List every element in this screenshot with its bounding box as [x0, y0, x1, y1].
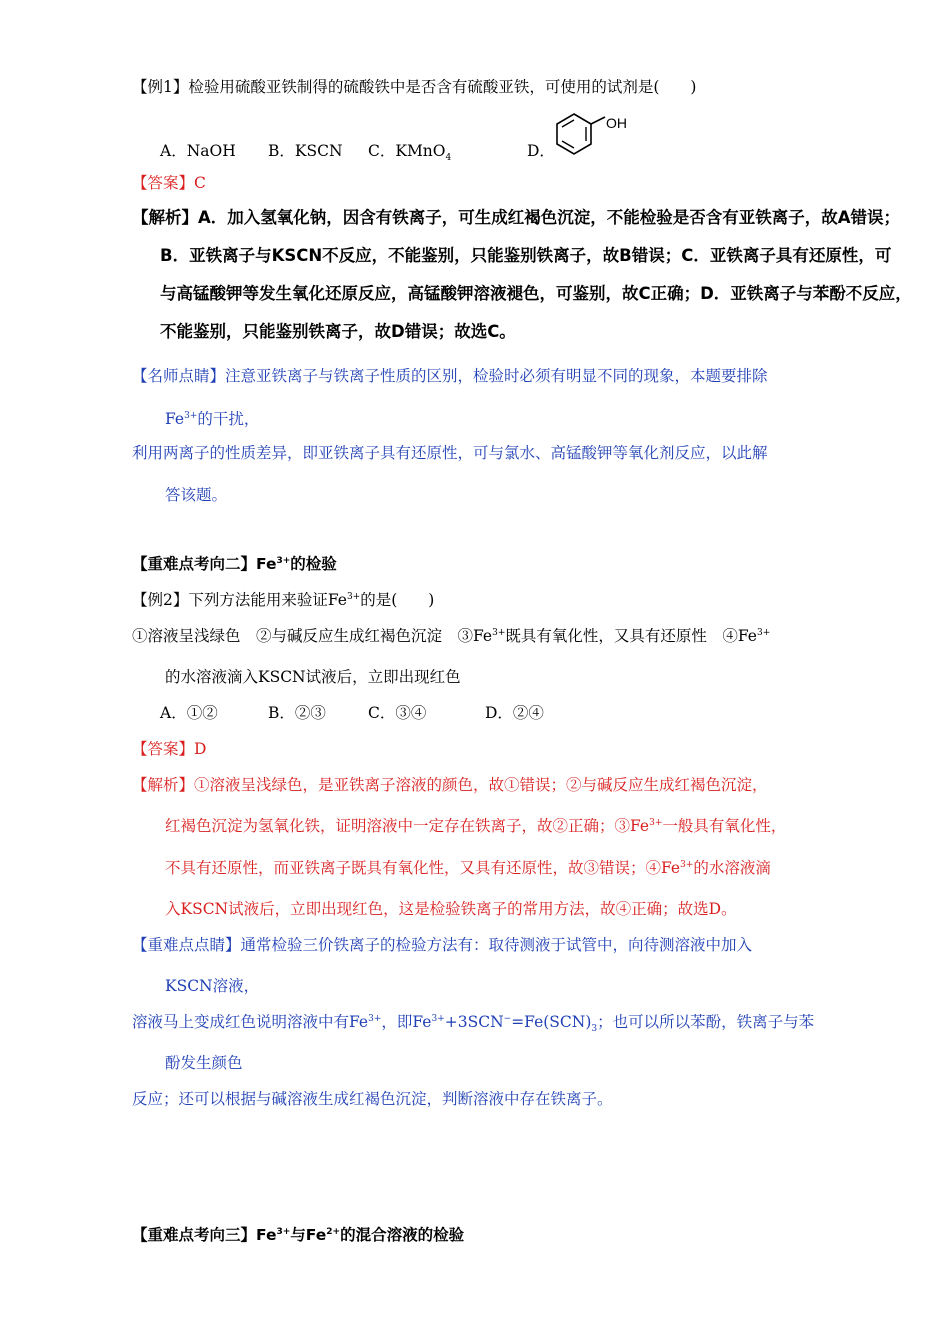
analysis-1-line-4: 不能鉴别，只能鉴别铁离子，故D错误；故选C。	[160, 322, 516, 341]
option-d: D．	[527, 142, 555, 160]
analysis-1-line-1: 【解析】A．加入氢氧化钠，因含有铁离子，可生成红褐色沉淀，不能检验是否含有亚铁离子，故A错误；	[132, 208, 901, 227]
analysis-1-line-2: B．亚铁离子与KSCN不反应，不能鉴别，只能鉴别铁离子，故B错误；C．亚铁离子具有还原性，可	[160, 246, 892, 265]
tip-2-line-4: 酚发生颜色	[165, 1054, 243, 1072]
section-3-title: 【重难点考向三】$Fe^{3+}$与$Fe^{2+}$的混合溶液的检验	[132, 1226, 465, 1244]
analysis-2-line-3: 不具有还原性，而亚铁离子既具有氧化性，又具有还原性，故③错误；$④Fe^{3+}$的水溶液滴	[165, 859, 771, 877]
example-2-statements-1: ①溶液呈浅绿色 ②与碱反应生成红褐色沉淀 $③Fe^{3+}$既具有氧化性，又具有还原性 $④Fe^{3+}$	[132, 627, 771, 645]
tip-2-line-5: 反应；还可以根据与碱溶液生成红褐色沉淀，判断溶液中存在铁离子。	[132, 1090, 613, 1108]
tip-1-line-3: 利用两离子的性质差异，即亚铁离子具有还原性，可与氯水、高锰酸钾等氧化剂反应，以此解	[132, 444, 768, 462]
section-2-title: 【重难点考向二】$Fe^{3+}$的检验	[132, 555, 337, 573]
tip-2-line-2: KSCN溶液，	[165, 977, 260, 995]
example-2-statements-2: 的水溶液滴入KSCN试液后，立即出现红色	[165, 668, 461, 686]
analysis-2-line-2: 红褐色沉淀为氢氧化铁，证明溶液中一定存在铁离子，故②正确；$③Fe^{3+}$一般具有氧化性，	[165, 817, 787, 835]
example-2-question: 【例2】下列方法能用来验证$Fe^{3+}$的是( )	[132, 591, 435, 609]
option-b: B．KSCN	[268, 142, 343, 160]
oh-label: OH	[606, 115, 627, 131]
option-b: B．②③	[268, 704, 326, 722]
analysis-2-line-4: 入KSCN试液后，立即出现红色，这是检验铁离子的常用方法，故④正确；故选D。	[165, 900, 737, 918]
example-1-question: 【例1】检验用硫酸亚铁制得的硫酸铁中是否含有硫酸亚铁，可使用的试剂是( )	[132, 78, 697, 96]
tip-2-line-1: 【重难点点睛】通常检验三价铁离子的检验方法有：取待测液于试管中，向待测溶液中加入	[132, 936, 753, 954]
tip-1-line-4: 答该题。	[165, 486, 228, 504]
analysis-2-line-1: 【解析】①溶液呈浅绿色，是亚铁离子溶液的颜色，故①错误；②与碱反应生成红褐色沉淀，	[132, 776, 768, 794]
tip-1-line-1: 【名师点睛】注意亚铁离子与铁离子性质的区别，检验时必须有明显不同的现象，本题要排除	[132, 367, 768, 385]
answer-2: 【答案】D	[132, 740, 207, 758]
tip-1-line-2: $Fe^{3+}$的干扰，	[165, 410, 260, 428]
tip-2-line-3: 溶液马上变成红色说明溶液中有$Fe^{3+}$，即$Fe^{3+}+3SCN^-=Fe(SCN)_3$；也可以所以苯酚，铁离子与苯	[132, 1013, 815, 1035]
option-c: C．③④	[368, 704, 427, 722]
option-a: A．NaOH	[160, 142, 236, 160]
option-a: A．①②	[160, 704, 218, 722]
analysis-1-line-3: 与高锰酸钾等发生氧化还原反应，高锰酸钾溶液褪色，可鉴别，故C正确；D．亚铁离子与苯酚不反应，	[160, 284, 912, 303]
phenol-structure	[548, 108, 638, 160]
option-c: C．KMnO$_4$	[368, 142, 452, 164]
option-d: D．②④	[485, 704, 544, 722]
answer-1: 【答案】C	[132, 174, 206, 192]
